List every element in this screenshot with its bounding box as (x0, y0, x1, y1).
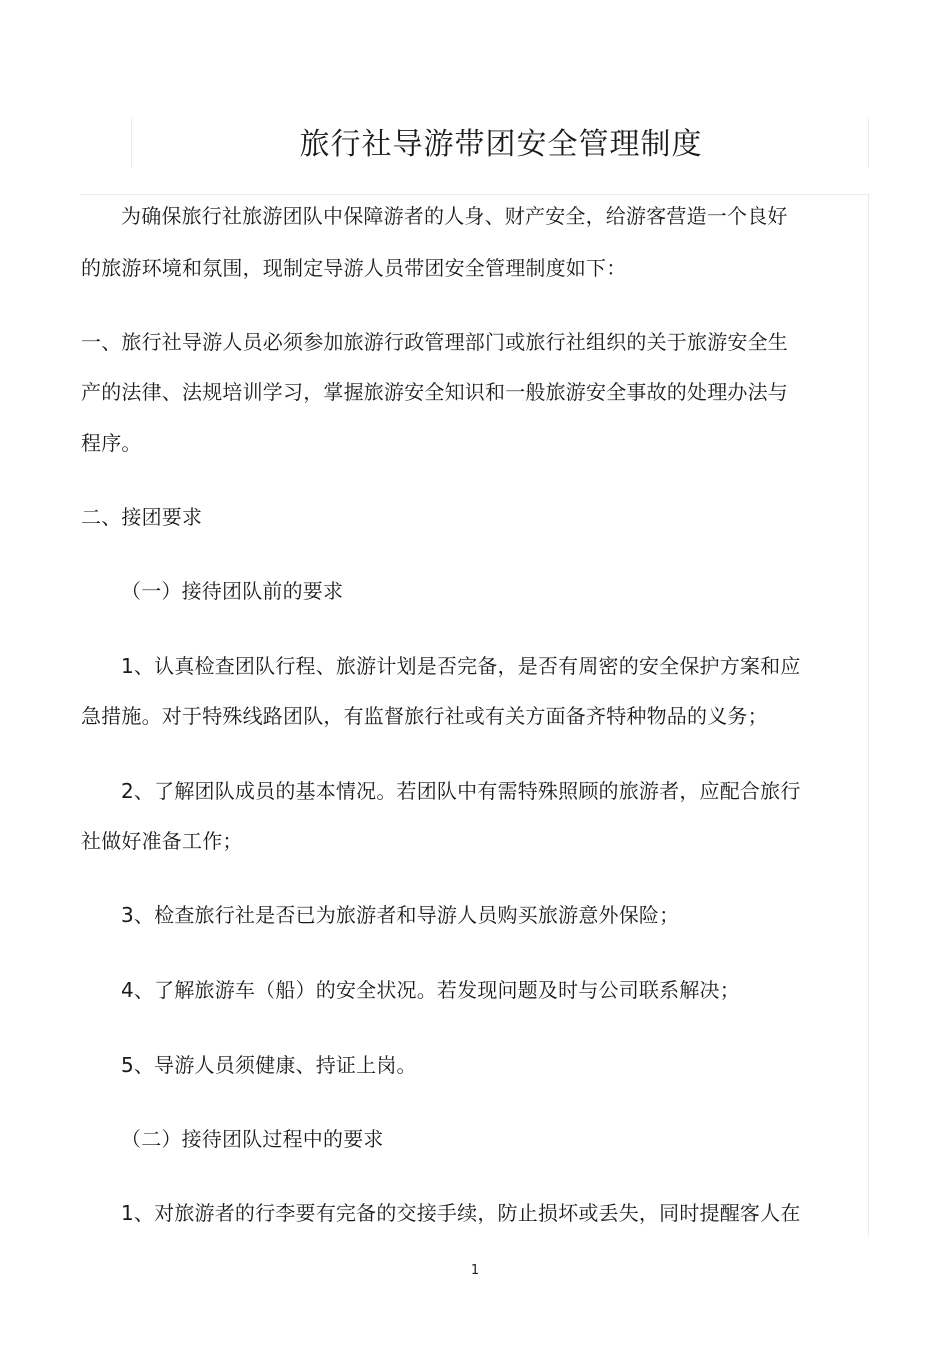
paragraph-line: 1、认真检查团队行程、旅游计划是否完备，是否有周密的安全保护方案和应 (121, 654, 801, 678)
paragraph-line: 2、了解团队成员的基本情况。若团队中有需特殊照顾的旅游者，应配合旅行 (121, 779, 801, 803)
paragraph-line: 的旅游环境和氛围，现制定导游人员带团安全管理制度如下： (81, 256, 627, 280)
page-number: 1 (470, 1263, 480, 1278)
paragraph-line: 一、旅行社导游人员必须参加旅游行政管理部门或旅行社组织的关于旅游安全生 (81, 330, 788, 354)
subsection-heading: （一）接待团队前的要求 (121, 579, 344, 603)
frame-line-title-bottom (80, 194, 870, 195)
document-title: 旅行社导游带团安全管理制度 (299, 127, 703, 162)
paragraph-line: 4、了解旅游车（船）的安全状况。若发现问题及时与公司联系解决； (121, 978, 740, 1002)
section-heading: 二、接团要求 (81, 505, 203, 529)
paragraph-line: 为确保旅行社旅游团队中保障游者的人身、财产安全，给游客营造一个良好 (121, 204, 788, 228)
frame-line-right-body (868, 194, 869, 1236)
paragraph-line: 程序。 (81, 431, 142, 455)
paragraph-line: 社做好准备工作； (81, 829, 243, 853)
paragraph-line: 产的法律、法规培训学习，掌握旅游安全知识和一般旅游安全事故的处理办法与 (81, 380, 788, 404)
paragraph-line: 3、检查旅行社是否已为旅游者和导游人员购买旅游意外保险； (121, 903, 680, 927)
paragraph-line: 5、导游人员须健康、持证上岗。 (121, 1053, 417, 1077)
paragraph-line: 急措施。对于特殊线路团队，有监督旅行社或有关方面备齐特种物品的义务； (81, 704, 768, 728)
subsection-heading: （二）接待团队过程中的要求 (121, 1127, 384, 1151)
paragraph-line: 1、对旅游者的行李要有完备的交接手续，防止损坏或丢失，同时提醒客人在 (121, 1201, 801, 1225)
